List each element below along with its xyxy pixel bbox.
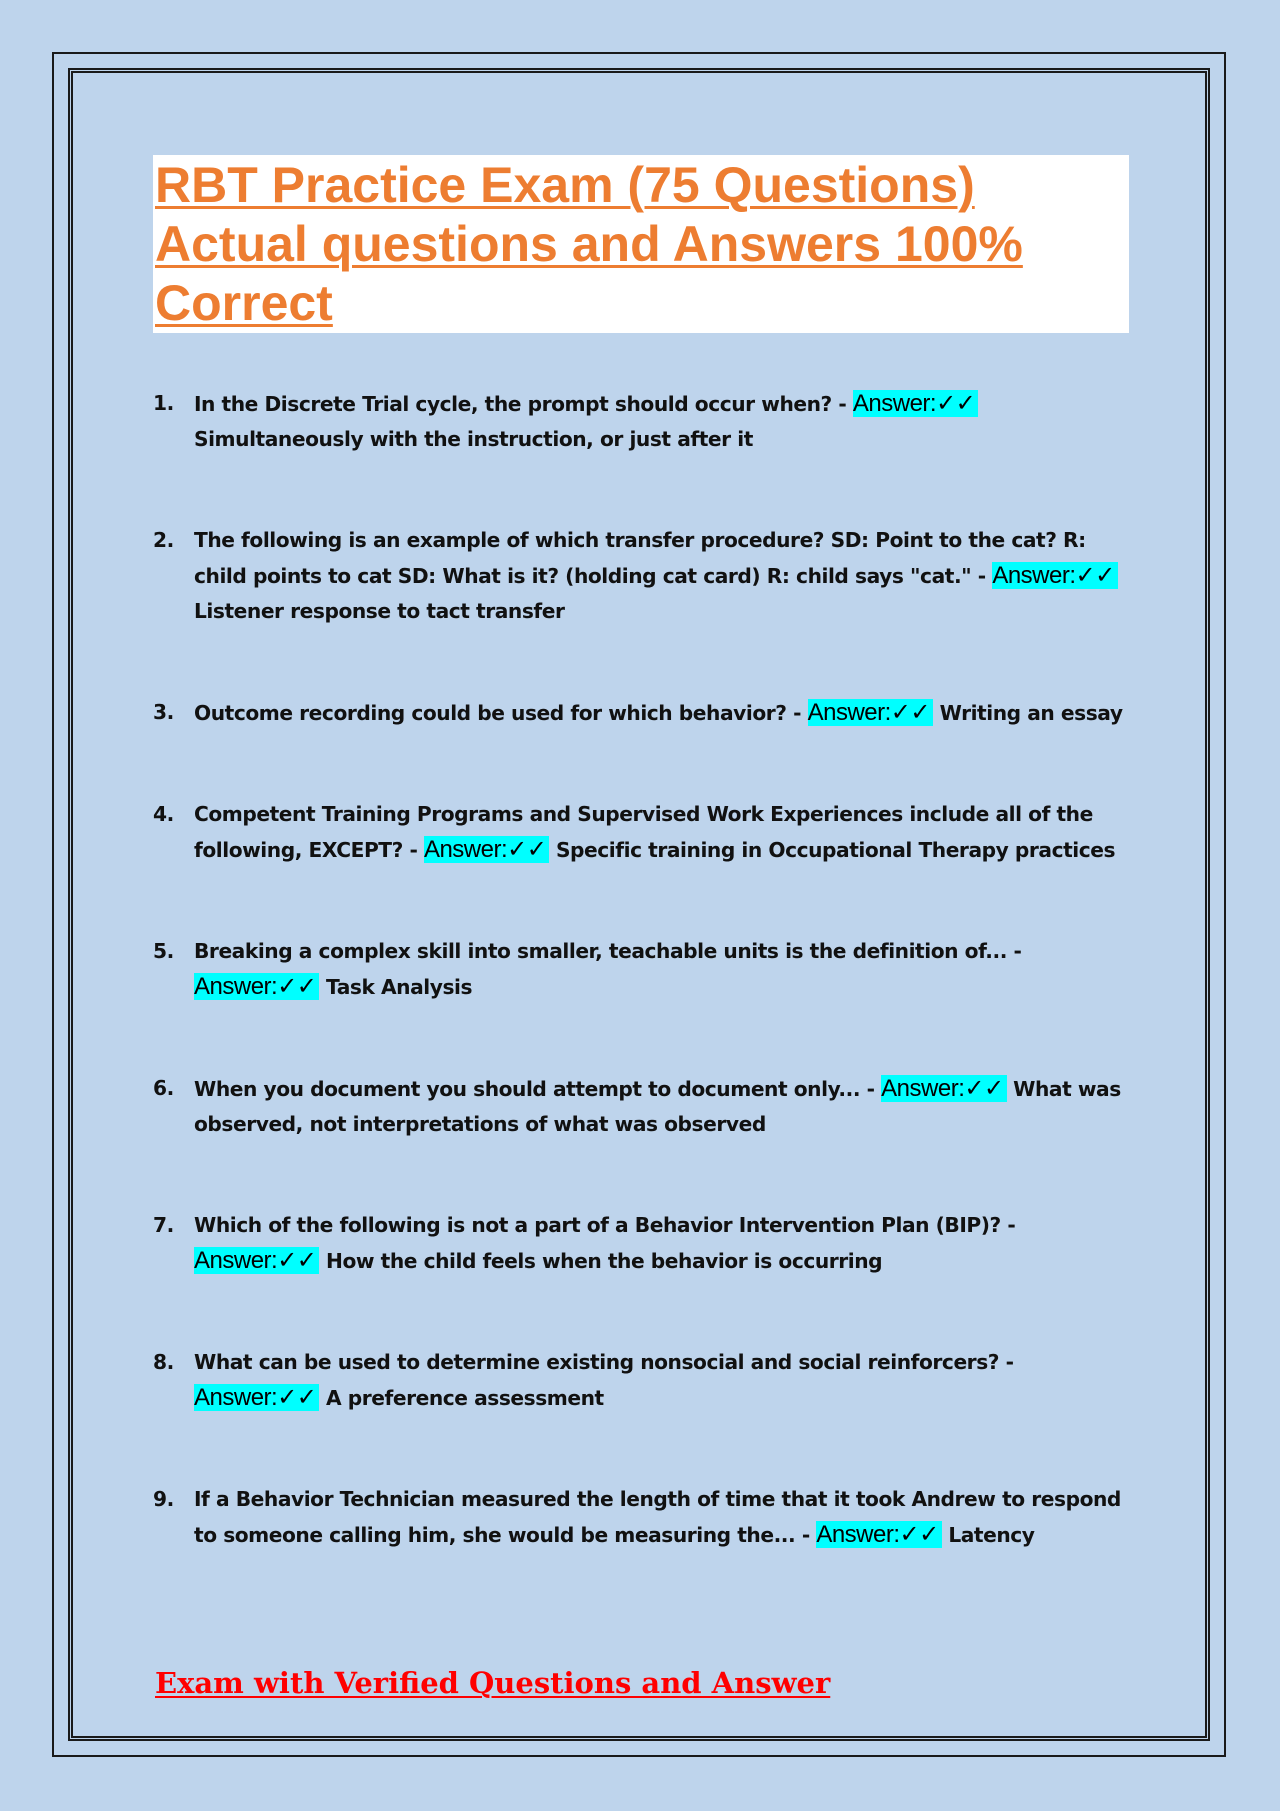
answer-text: Latency xyxy=(941,1523,1035,1547)
question-text: In the Discrete Trial cycle, the prompt should occur when? - xyxy=(194,392,853,416)
question-item xyxy=(153,523,1128,629)
question-item xyxy=(153,1345,1128,1416)
page-title: RBT Practice Exam (75 Questions) Actual questions and Answers 100% Correct xyxy=(155,157,1023,331)
question-text: Outcome recording could be used for which behavior? - xyxy=(194,701,808,725)
answer-text: Writing an essay xyxy=(933,701,1123,725)
question-number: 5. xyxy=(153,939,174,963)
question-number: 6. xyxy=(153,1076,174,1100)
answer-text: Task Analysis xyxy=(319,975,473,999)
answer-label: Answer:✓✓ xyxy=(853,390,978,417)
question-number: 7. xyxy=(153,1213,174,1237)
question-text: What can be used to determine existing nonsocial and social reinforcers? - xyxy=(194,1350,1014,1374)
question-text: Which of the following is not a part of a Behavior Intervention Plan (BIP)? - xyxy=(194,1213,1016,1237)
question-item xyxy=(153,386,1128,457)
question-text: Competent Training Programs and Supervised Work Experiences include all of the following, EXCEPT? - xyxy=(194,802,1093,862)
answer-label: Answer:✓✓ xyxy=(808,699,933,726)
question-item xyxy=(153,1208,1128,1279)
question-item xyxy=(153,1071,1128,1142)
answer-label: Answer:✓✓ xyxy=(816,1521,941,1548)
answer-text: A preference assessment xyxy=(319,1386,604,1410)
question-number: 1. xyxy=(153,391,174,415)
question-item xyxy=(153,934,1128,1005)
answer-text: What was observed, not interpretations of what was observed xyxy=(194,1077,1121,1136)
answer-label: Answer:✓✓ xyxy=(992,562,1117,589)
answer-label: Answer:✓✓ xyxy=(194,1384,319,1411)
answer-text: Simultaneously with the instruction, or just after it xyxy=(194,427,753,451)
question-text: Breaking a complex skill into smaller, teachable units is the definition of... - xyxy=(194,939,1022,963)
answer-label: Answer:✓✓ xyxy=(194,973,319,1000)
answer-text: Listener response to tact transfer xyxy=(194,599,565,623)
question-item xyxy=(153,695,1128,731)
question-item xyxy=(153,1482,1128,1553)
question-number: 9. xyxy=(153,1487,174,1511)
question-item xyxy=(153,797,1128,868)
question-text: The following is an example of which transfer procedure? SD: Point to the cat? R: child points to cat SD: What is it? (holding cat card) R: child says "cat." - xyxy=(194,528,1086,588)
footer-text: Exam with Verified Questions and Answer xyxy=(155,1666,831,1700)
answer-label: Answer:✓✓ xyxy=(424,836,549,863)
question-text: When you document you should attempt to document only... - xyxy=(194,1077,882,1101)
question-number: 8. xyxy=(153,1350,174,1374)
question-number: 2. xyxy=(153,528,174,552)
question-text: If a Behavior Technician measured the length of time that it took Andrew to respond to someone calling him, she would be measuring the... - xyxy=(194,1487,1121,1547)
question-number: 3. xyxy=(153,700,174,724)
answer-label: Answer:✓✓ xyxy=(881,1075,1006,1102)
question-list xyxy=(153,386,1128,1553)
answer-text: How the child feels when the behavior is occurring xyxy=(319,1249,883,1273)
answer-label: Answer:✓✓ xyxy=(194,1247,319,1274)
answer-text: Specific training in Occupational Therapy practices xyxy=(549,838,1116,862)
question-number: 4. xyxy=(153,802,174,826)
